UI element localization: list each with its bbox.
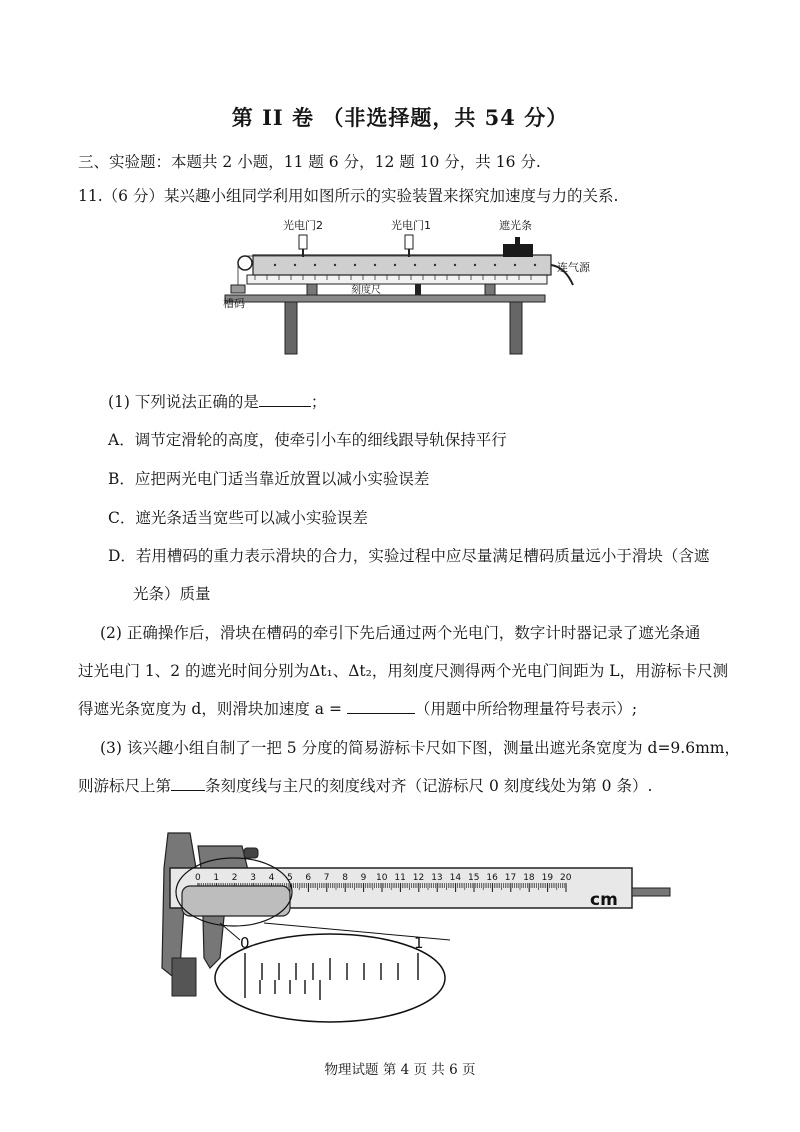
zoom-label-1: 1	[414, 934, 424, 952]
q11-part2-line3: 得遮光条宽度为 d，则滑块加速度 a = （用题中所给物理量符号表示）;	[78, 697, 637, 719]
main-scale-label: 13	[431, 873, 443, 883]
section-title: 第 II 卷 （非选择题，共 54 分）	[231, 105, 569, 130]
photogate-1	[405, 235, 413, 249]
main-scale-label: 3	[250, 873, 256, 883]
main-scale-label: 6	[305, 873, 312, 883]
main-scale-label: 12	[412, 873, 425, 883]
option-b: B．应把两光电门适当靠近放置以减小实验误差	[108, 470, 430, 488]
main-scale-label: 5	[287, 873, 293, 883]
option-d-continued: 光条）质量	[133, 585, 211, 603]
light-strip	[515, 237, 520, 245]
label-air: 连气源	[557, 261, 590, 274]
main-scale-label: 9	[360, 873, 367, 883]
pulley	[238, 256, 252, 270]
air-track	[253, 255, 551, 275]
page-footer: 物理试题 第 4 页 共 6 页	[324, 1062, 476, 1078]
label-ruler: 刻度尺	[351, 285, 381, 296]
option-c: C．遮光条适当宽些可以减小实验误差	[108, 509, 368, 527]
main-scale-label: 10	[376, 873, 388, 883]
main-scale-label: 2	[231, 873, 238, 883]
vernier-caliper-figure	[150, 828, 680, 1028]
answer-blank-2[interactable]	[347, 698, 415, 715]
label-strip: 遮光条	[499, 219, 532, 232]
apparatus-figure	[215, 215, 615, 360]
main-scale-label: 7	[323, 873, 330, 883]
q11-part1-prompt: (1) 下列说法正确的是 ；	[108, 390, 326, 412]
main-scale-label: 15	[468, 873, 480, 883]
main-scale-label: 18	[523, 873, 535, 883]
answer-blank-1[interactable]	[259, 391, 311, 408]
main-scale-label: 19	[541, 873, 554, 883]
slider-block	[503, 244, 533, 257]
depth-probe-block	[172, 958, 196, 996]
table-top	[225, 295, 545, 302]
q11-part3-line2: 则游标尺上第 条刻度线与主尺的刻度线对齐（记游标尺 0 刻度线处为第 0 条）.	[78, 774, 652, 796]
table-leg-right	[510, 302, 522, 354]
main-scale-label: 20	[560, 873, 572, 883]
zoom-label-0: 0	[240, 934, 250, 952]
label-gate2: 光电门2	[283, 219, 323, 232]
label-weight: 槽码	[223, 297, 245, 310]
photogate-2	[299, 235, 307, 249]
option-d: D．若用槽码的重力表示滑块的合力，实验过程中应尽量满足槽码质量远小于滑块（含遮	[108, 547, 710, 565]
main-scale-label: 8	[342, 873, 348, 883]
depth-rod	[632, 888, 670, 896]
answer-blank-3[interactable]	[171, 775, 205, 792]
q11-part2-line2: 过光电门 1、2 的遮光时间分别为Δt₁、Δt₂，用刻度尺测得两个光电门间距为 L，用游标卡尺测	[78, 662, 729, 680]
option-a: A．调节定滑轮的高度，使牵引小车的细线跟导轨保持平行	[108, 431, 507, 449]
lock-screw	[244, 848, 258, 858]
main-scale-label: 17	[504, 873, 517, 883]
weight-block	[231, 285, 245, 293]
main-scale-label: 11	[394, 873, 406, 883]
q11-part3-line1: (3) 该兴趣小组自制了一把 5 分度的简易游标卡尺如下图，测量出遮光条宽度为 d=9.6mm，	[100, 739, 740, 757]
main-scale-label: 0	[195, 873, 201, 883]
main-scale-label: 1	[213, 873, 220, 883]
ruler	[247, 275, 547, 284]
cm-unit-label: cm	[590, 890, 618, 910]
vernier-slider	[182, 886, 290, 916]
main-scale-label: 16	[486, 873, 498, 883]
main-scale-label: 14	[449, 873, 462, 883]
q11-part2-line1: (2) 正确操作后，滑块在槽码的牵引下先后通过两个光电门，数字计时器记录了遮光条通	[100, 624, 701, 642]
label-gate1: 光电门1	[391, 219, 431, 232]
table-leg-left	[285, 302, 297, 354]
question-11-stem: 11.（6 分）某兴趣小组同学利用如图所示的实验装置来探究加速度与力的关系.	[78, 187, 619, 205]
main-scale-label: 4	[268, 873, 275, 883]
part-heading: 三、实验题：本题共 2 小题，11 题 6 分，12 题 10 分，共 16 分.	[78, 153, 541, 171]
